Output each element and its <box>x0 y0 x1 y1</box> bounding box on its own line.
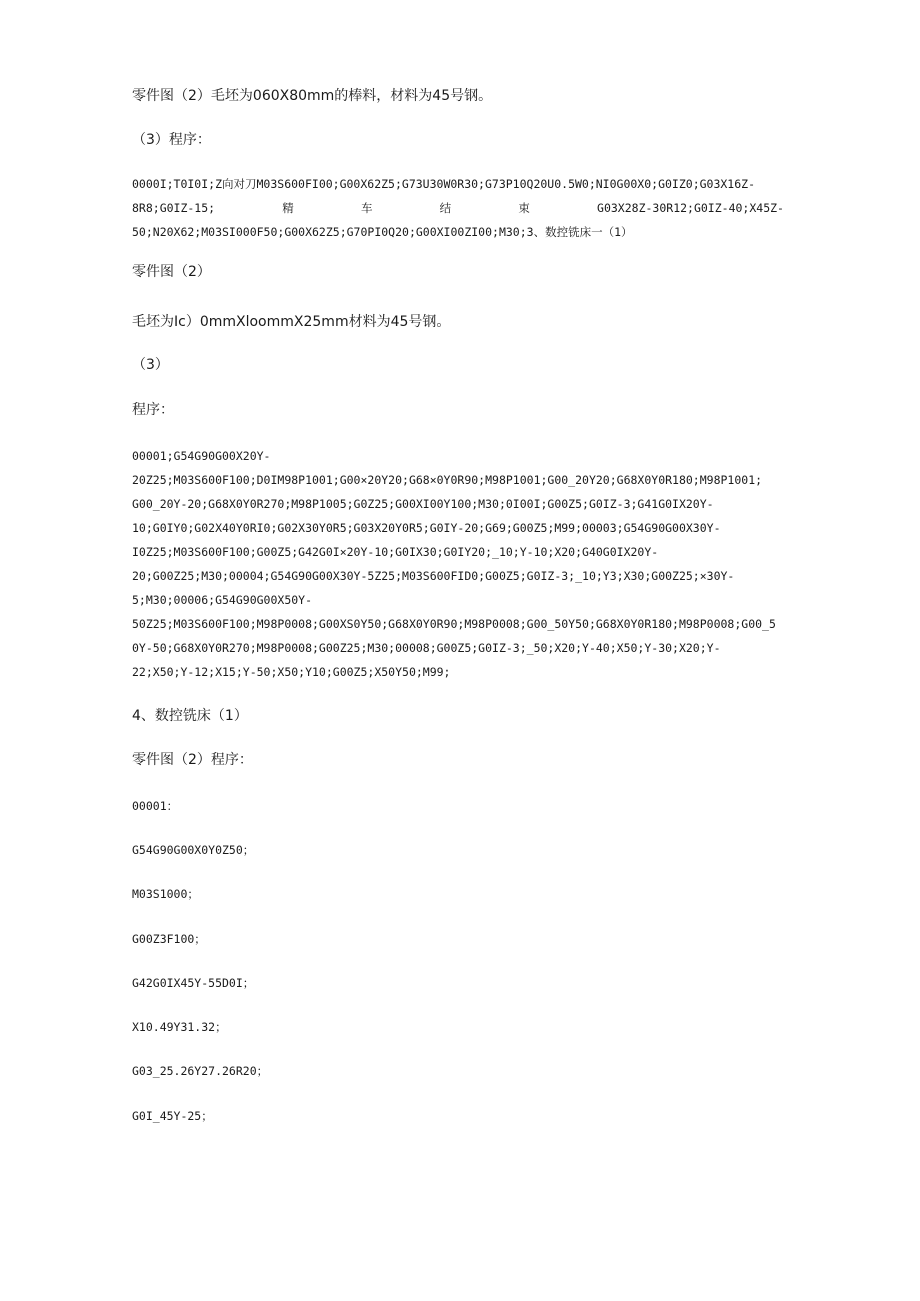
mill-program-line: 20;G00Z25;M30;00004;G54G90G00X30Y-5Z25;M03S600FID0;G00Z5;G0IZ-3;_10;Y3;X30;G00Z25;×30Y- <box>132 569 735 583</box>
lathe-program-segment: 精 <box>282 201 294 215</box>
mill-program-line: 0Y-50;G68X0Y0R270;M98P0008;G00Z25;M30;00008;G00Z5;G0IZ-3;_50;X20;Y-40;X50;Y-30;X20;Y- <box>132 641 721 655</box>
paragraph-section-4: 4、数控铣床（1） <box>132 708 248 724</box>
code-line: G00Z3F100； <box>132 932 206 946</box>
paragraph-blank-spec: 零件图（2）毛坯为060X80mm的棒料，材料为45号钢。 <box>132 88 493 104</box>
mill-program-line: I0Z25;M03S600F100;G00Z5;G42G0I×20Y-10;G0IX30;G0IY20;_10;Y-10;X20;G40G0IX20Y- <box>132 545 659 559</box>
mill-program-line: 00001;G54G90G00X20Y- <box>132 449 271 463</box>
mill-program-block <box>132 444 784 684</box>
paragraph-program-heading: （3）程序： <box>132 132 211 148</box>
lathe-program-segment: 车 <box>360 201 373 215</box>
mill-program-line: 50Z25;M03S600F100;M98P0008;G00XS0Y50;G68X0Y0R90;M98P0008;G00_50Y50;G68X0Y0R180;M98P0008;G00_5 <box>132 617 776 631</box>
lathe-program-segment: 结 <box>439 201 452 215</box>
lathe-program-segment: G03X28Z-30R12;G0IZ-40;X45Z- <box>597 201 784 215</box>
paragraph-part-drawing: 零件图（2） <box>132 264 211 280</box>
lathe-program-line <box>132 196 784 220</box>
lathe-program-line: 50;N20X62;M03SI000F50;G00X62Z5;G70PI0Q20;G00XI00ZI00;M30;3、数控铣床一（1） <box>132 225 633 239</box>
code-line: G54G90G00X0Y0Z50； <box>132 843 255 857</box>
lathe-program-segment: 8R8;G0IZ-15; <box>132 201 216 215</box>
code-line: G0I_45Y-25； <box>132 1109 213 1123</box>
code-line: X10.49Y31.32； <box>132 1020 227 1034</box>
mill-program-line: 5;M30;00006;G54G90G00X50Y- <box>132 593 313 607</box>
paragraph-part-program: 零件图（2）程序： <box>132 752 253 768</box>
paragraph-step-3: （3） <box>132 357 169 373</box>
paragraph-blank-material: 毛坯为Ic）0mmXloommX25mm材料为45号钢。 <box>132 314 451 330</box>
lathe-program-line: 0000I;T0I0I;Z向对刀M03S600FI00;G00X62Z5;G73U30W0R30;G73P10Q20U0.5W0;NI0G00X0;G0IZ0;G03X16Z- <box>132 177 756 191</box>
lathe-program-segment: 束 <box>518 201 530 215</box>
code-line: 00001： <box>132 799 179 813</box>
mill-program-line: 22;X50;Y-12;X15;Y-50;X50;Y10;G00Z5;X50Y50;M99; <box>132 665 451 679</box>
mill-program-line: 20Z25;M03S600F100;D0IM98P1001;G00×20Y20;G68×0Y0R90;M98P1001;G00_20Y20;G68X0Y0R180;M98P1001; <box>132 473 763 487</box>
paragraph-program-label: 程序： <box>132 402 174 418</box>
mill-program-line: 10;G0IY0;G02X40Y0RI0;G02X30Y0R5;G03X20Y0R5;G0IY-20;G69;G00Z5;M99;00003;G54G90G00X30Y- <box>132 521 721 535</box>
lathe-program-block <box>132 172 784 244</box>
mill-program-line: G00_20Y-20;G68X0Y0R270;M98P1005;G0Z25;G00XI00Y100;M30;0I00I;G00Z5;G0IZ-3;G41G0IX20Y- <box>132 497 714 511</box>
code-line: G03_25.26Y27.26R20； <box>132 1064 269 1078</box>
code-line: M03S1000； <box>132 887 199 901</box>
code-line: G42G0IX45Y-55D0I； <box>132 976 255 990</box>
